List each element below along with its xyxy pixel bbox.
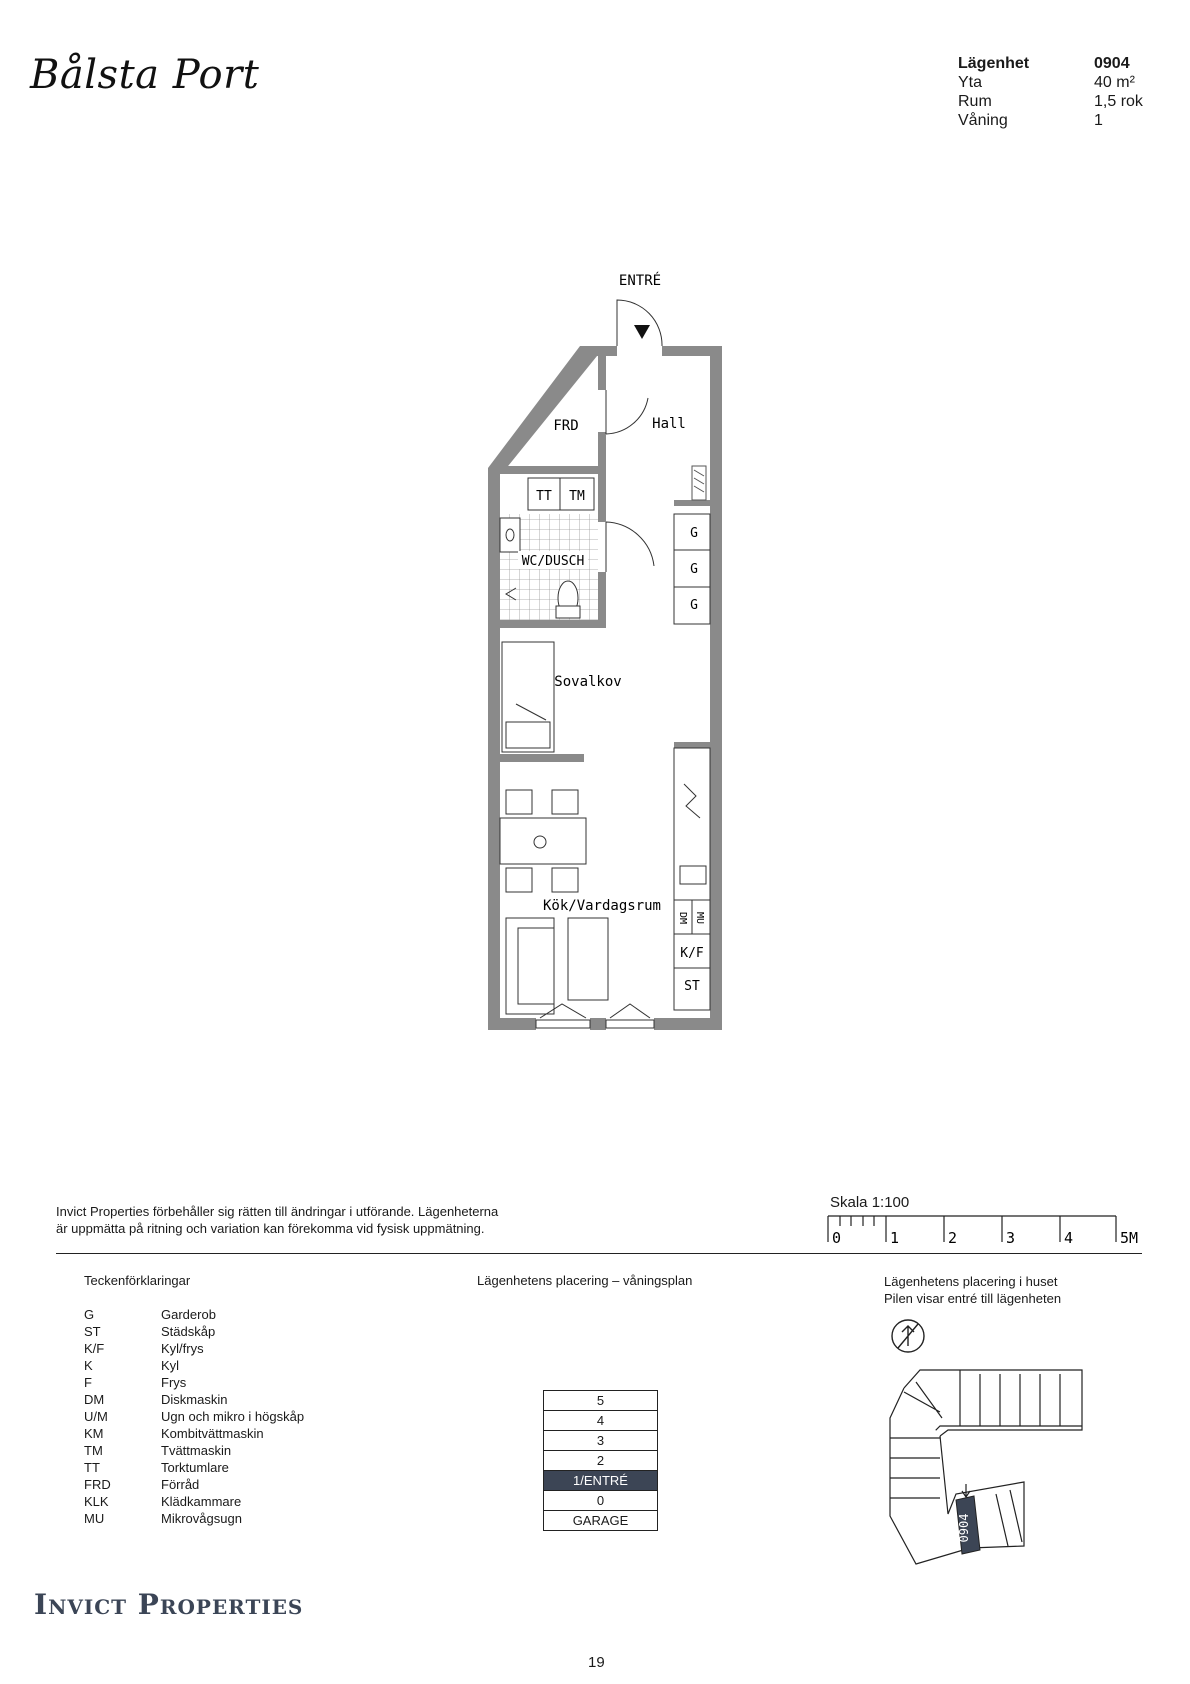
sink-icon	[500, 518, 520, 552]
legend-title: Teckenförklaringar	[84, 1273, 191, 1288]
legend-text: Tvättmaskin	[161, 1443, 232, 1458]
bed-icon	[502, 642, 554, 752]
legend-text: Garderob	[161, 1307, 216, 1322]
legend-item	[84, 1493, 304, 1510]
frd-door	[606, 390, 648, 434]
area-label: Yta	[958, 74, 983, 91]
house-title-line-2: Pilen visar entré till lägenheten	[884, 1291, 1062, 1306]
divider-line	[56, 1253, 1142, 1254]
building-outline	[890, 1370, 1082, 1564]
apartment-label: Lägenhet	[958, 55, 1030, 72]
scale-tick-1: 1	[890, 1229, 900, 1247]
legend-code: U/M	[84, 1409, 108, 1424]
legend-code: TT	[84, 1460, 100, 1475]
area-value: 40 m²	[1094, 74, 1135, 91]
legend-code: ST	[84, 1324, 101, 1339]
floor-5: 5	[544, 1391, 657, 1411]
coat-rack-icon	[692, 466, 706, 500]
dining-table	[500, 790, 586, 892]
room-frd: FRD	[553, 418, 579, 434]
floor-placement-title: Lägenhetens placering – våningsplan	[477, 1273, 693, 1288]
legend-code: K/F	[84, 1341, 105, 1356]
toilet-tank-icon	[556, 606, 580, 618]
legend-item	[84, 1323, 304, 1340]
sofa-icon	[506, 918, 554, 1014]
disclaimer-line-2: är uppmätta på ritning och variation kan förekomma vid fysisk uppmätning.	[56, 1221, 485, 1236]
scale-tick-2: 2	[948, 1229, 958, 1247]
label-g-2: G	[690, 562, 698, 577]
legend-item	[84, 1340, 304, 1357]
legend-code: K	[84, 1358, 93, 1373]
legend-text: Klädkammare	[161, 1494, 242, 1509]
scale-tick-3: 3	[1006, 1229, 1016, 1247]
legend-item	[84, 1391, 304, 1408]
scale-tick-0: 0	[832, 1229, 842, 1247]
label-mu: MU	[694, 911, 705, 925]
legend-item	[84, 1408, 304, 1425]
room-kok-vardagsrum: Kök/Vardagsrum	[542, 898, 662, 914]
legend-item	[84, 1510, 304, 1527]
brand-invict-properties: Invict Properties	[34, 1588, 304, 1621]
legend-item	[84, 1306, 304, 1323]
label-tm: TM	[569, 489, 585, 504]
legend-list	[84, 1306, 304, 1527]
legend-text: Mikrovågsugn	[161, 1511, 242, 1526]
legend-code: TM	[84, 1443, 103, 1458]
room-hall: Hall	[652, 416, 686, 432]
floor-stack	[543, 1390, 658, 1531]
scale-tick-4: 4	[1064, 1229, 1074, 1247]
floor-label: Våning	[958, 112, 1008, 129]
coffee-table-icon	[568, 918, 608, 1000]
legend-item	[84, 1442, 304, 1459]
floor-3: 3	[544, 1431, 657, 1451]
entry-label: ENTRÉ	[618, 273, 662, 289]
room-sovalkov: Sovalkov	[554, 674, 622, 690]
legend-item	[84, 1425, 304, 1442]
legend-text: Städskåp	[161, 1324, 216, 1339]
scale-title: Skala 1:100	[830, 1194, 910, 1211]
scale-tick-5m: 5M	[1120, 1229, 1139, 1247]
legend-item	[84, 1476, 304, 1493]
label-kf: K/F	[680, 946, 704, 961]
entry-door	[617, 300, 662, 346]
legend-code: FRD	[84, 1477, 111, 1492]
compass-icon	[892, 1320, 924, 1352]
legend-text: Förråd	[161, 1477, 200, 1492]
legend-code: KLK	[84, 1494, 109, 1509]
legend-code: DM	[84, 1392, 105, 1407]
legend-code: F	[84, 1375, 92, 1390]
logo-balsta-port: Bålsta Port	[30, 52, 260, 98]
floor-4: 4	[544, 1411, 657, 1431]
legend-code: MU	[84, 1511, 105, 1526]
wc-door	[606, 522, 654, 572]
disclaimer-line-1: Invict Properties förbehåller sig rätten till ändringar i utförande. Lägenheterna	[56, 1204, 499, 1219]
entry-arrow-icon	[634, 325, 650, 339]
flower-icon	[534, 836, 546, 848]
room-wc-dusch: WC/DUSCH	[521, 554, 585, 569]
floor-0: 0	[544, 1491, 657, 1511]
house-site-plan	[876, 1318, 1106, 1578]
legend-code: KM	[84, 1426, 104, 1441]
legend-text: Torktumlare	[161, 1460, 229, 1475]
house-placement-title	[884, 1273, 1061, 1307]
label-dm: DM	[677, 911, 688, 925]
kitchen-counter	[674, 748, 710, 1010]
house-title-line-1: Lägenhetens placering i huset	[884, 1274, 1058, 1289]
rooms-value: 1,5 rok	[1094, 93, 1143, 110]
floor-garage: GARAGE	[572, 1513, 629, 1528]
legend-text: Diskmaskin	[161, 1392, 228, 1407]
legend-text: Frys	[161, 1375, 187, 1390]
floor-2: 2	[544, 1451, 657, 1471]
page-number: 19	[588, 1654, 605, 1671]
apartment-number: 0904	[1094, 55, 1130, 72]
legend-code: G	[84, 1307, 95, 1322]
floor-value: 1	[1094, 112, 1103, 129]
legend-text: Kombitvättmaskin	[161, 1426, 264, 1441]
label-tt: TT	[536, 489, 552, 504]
legend-text: Kyl/frys	[161, 1341, 204, 1356]
label-g-3: G	[690, 598, 698, 613]
unit-label: 0904	[957, 1513, 971, 1543]
legend-item	[84, 1374, 304, 1391]
rooms-label: Rum	[958, 93, 992, 110]
disclaimer	[56, 1203, 616, 1237]
label-st: ST	[684, 979, 700, 994]
floor-1-entry-active: 1/ENTRÉ	[544, 1471, 657, 1491]
label-g-1: G	[690, 526, 698, 541]
legend-text: Ugn och mikro i högskåp	[161, 1409, 305, 1424]
legend-text: Kyl	[161, 1358, 180, 1373]
scale-bar	[826, 1212, 1146, 1252]
legend-item	[84, 1357, 304, 1374]
legend-item	[84, 1459, 304, 1476]
